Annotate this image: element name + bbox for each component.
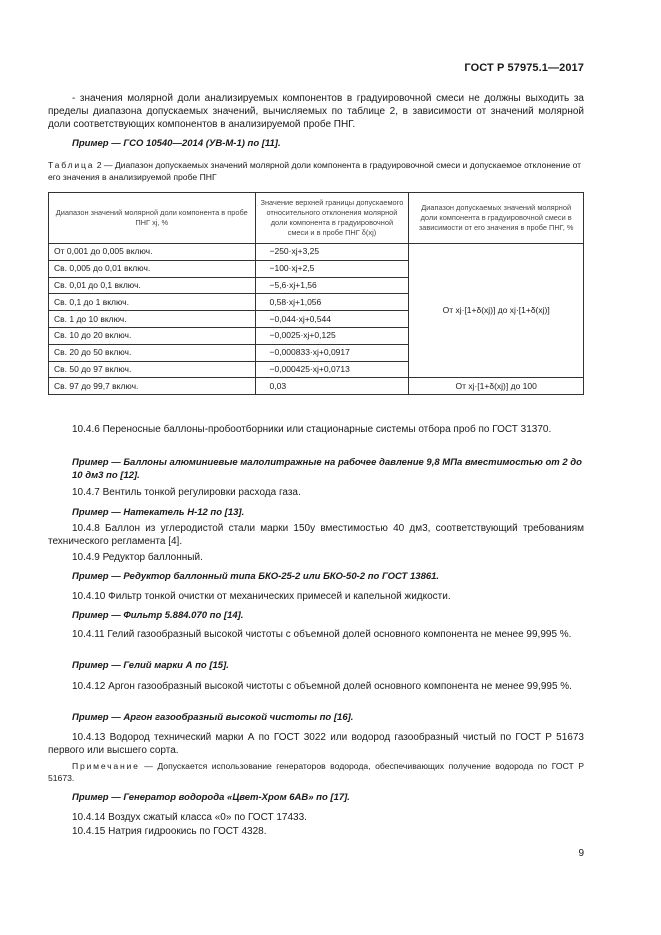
row-range: От 0,001 до 0,005 включ. [49,244,256,261]
row-deviation: −100·xj+2,5 [255,260,409,277]
paragraph-10-4-15: 10.4.15 Натрия гидроокись по ГОСТ 4328. [72,826,267,837]
header-allowed-range: Диапазон допускаемых значений молярной доли компонента в градуировочной смеси в зависимости от его значения в пробе ПНГ, % [409,193,584,244]
standard-header: ГОСТ Р 57975.1—2017 [464,62,584,74]
paragraph-10-4-10: 10.4.10 Фильтр тонкой очистки от механических примесей и капельной жидкости. [72,591,451,602]
note-text: — Допускается использование генераторов водорода, обеспечивающих получение водорода по ГОСТ Р 51673. [48,761,584,783]
row-range: Св. 0,005 до 0,01 включ. [49,260,256,277]
tolerance-table [48,192,584,395]
row-deviation: −0,044·xj+0,544 [255,311,409,328]
header-range: Диапазон значений молярной доли компонента в пробе ПНГ xj, % [49,193,256,244]
example-reducer: Пример — Редуктор баллонный типа БКО-25-2 или БКО-50-2 по ГОСТ 13861. [72,571,440,582]
note [48,761,584,784]
paragraph-10-4-7: 10.4.7 Вентиль тонкой регулировки расхода газа. [72,487,301,498]
paragraph-10-4-13: 10.4.13 Водород технический марки А по ГОСТ 3022 или водород газообразный чистый по ГОСТ Р 51673 первого или высшего сорта. [48,732,584,756]
table-header-row [49,193,584,244]
row-deviation: 0,58·xj+1,056 [255,294,409,311]
table-caption [48,160,584,183]
row-allowed-range: От xj·[1+δ(xj)] до 100 [409,378,584,395]
row-deviation: −0,000425·xj+0,0713 [255,361,409,378]
paragraph-10-4-6: 10.4.6 Переносные баллоны-пробоотборники или стационарные системы отбора проб по ГОСТ 31370. [72,424,552,435]
note-label: Примечание [72,761,140,771]
row-deviation: −0,000833·xj+0,0917 [255,344,409,361]
example-hydrogen-generator: Пример — Генератор водорода «Цвет-Хром 6АВ» по [17]. [72,792,350,803]
example-valve: Пример — Натекатель Н-12 по [13]. [72,507,245,518]
header-deviation: Значение верхней границы допускаемого относительного отклонения молярной доли компонента в градуировочной смеси и в пробе ПНГ δ(xj) [255,193,409,244]
row-deviation: −5,6·xj+1,56 [255,277,409,294]
paragraph-10-4-8: 10.4.8 Баллон из углеродистой стали марки 150у вместимостью 40 дм3, соответствующий требованиям технического регламента [4]. [48,523,584,547]
example-cylinders: Пример — Баллоны алюминиевые малолитражные на рабочее давление 9,8 МПа вместимостью от 2 до 10 дм3 по [12]. [72,457,582,481]
row-range: Св. 10 до 20 включ. [49,327,256,344]
example-gso: Пример — ГСО 10540—2014 (УВ-М-1) по [11]. [72,138,281,149]
page-number: 9 [578,848,584,859]
paragraph-10-4-11: 10.4.11 Гелий газообразный высокой чистоты с объемной долей основного компонента не менее 99,995 %. [72,629,572,640]
row-range: Св. 20 до 50 включ. [49,344,256,361]
table-caption-label: Таблица [48,160,95,170]
row-range: Св. 0,1 до 1 включ. [49,294,256,311]
example-argon: Пример — Аргон газообразный высокой чистоты по [16]. [72,712,354,723]
paragraph-10-4-12: 10.4.12 Аргон газообразный высокой чистоты с объемной долей основного компонента не менее 99,995 %. [72,681,572,692]
row-range: Св. 97 до 99,7 включ. [49,378,256,395]
row-deviation: −0,0025·xj+0,125 [255,327,409,344]
merged-range-cell: От xj·[1+δ(xj)] до xj·[1+δ(xj)] [409,244,584,378]
row-range: Св. 1 до 10 включ. [49,311,256,328]
row-range: Св. 50 до 97 включ. [49,361,256,378]
row-deviation: −250·xj+3,25 [255,244,409,261]
table-row-last [49,378,584,395]
row-deviation: 0,03 [255,378,409,395]
example-helium: Пример — Гелий марки А по [15]. [72,660,229,671]
table-caption-text: 2 — Диапазон допускаемых значений молярной доли компонента в градуировочной смеси и допускаемое отклонение от его значения в анализируемой пробе ПНГ [48,160,582,182]
paragraph-10-4-9: 10.4.9 Редуктор баллонный. [72,552,203,563]
paragraph-10-4-14: 10.4.14 Воздух сжатый класса «0» по ГОСТ 17433. [72,812,307,823]
example-filter: Пример — Фильтр 5.884.070 по [14]. [72,610,244,621]
intro-paragraph: - значения молярной доли анализируемых компонентов в градуировочной смеси не должны выходить за пределы диапазона допускаемых значений, вычисляемых по таблице 2, в зависимости от значений молярной доли соответствующих компонентов в анализируемой пробе ПНГ. [48,93,584,130]
table-row [49,244,584,261]
row-range: Св. 0,01 до 0,1 включ. [49,277,256,294]
